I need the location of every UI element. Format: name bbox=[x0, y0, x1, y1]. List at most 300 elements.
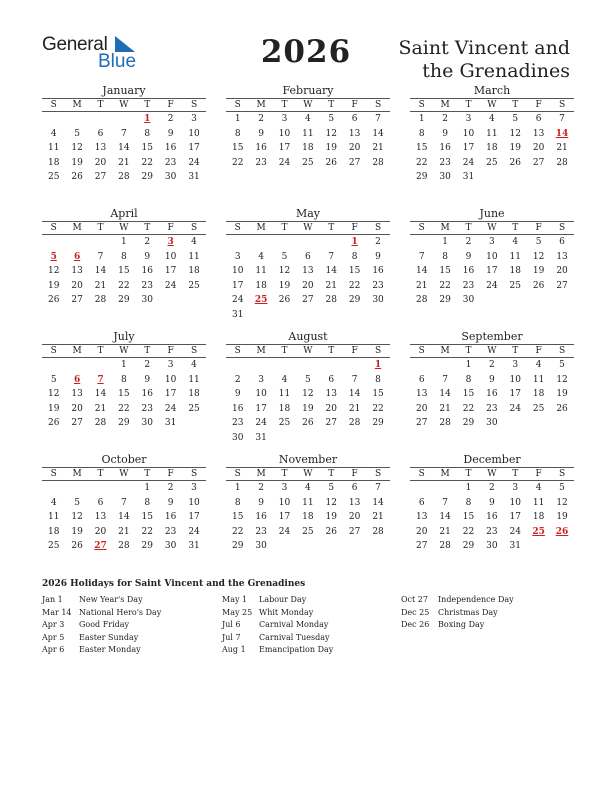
day-cell: 5 bbox=[328, 114, 335, 124]
holiday-day: 1 bbox=[144, 114, 151, 124]
day-cell: 20 bbox=[302, 280, 314, 291]
day-cell: 1 bbox=[442, 237, 448, 247]
month-grid bbox=[410, 467, 574, 554]
day-cell: 20 bbox=[532, 143, 545, 153]
day-cell: 29 bbox=[141, 541, 153, 551]
empty-day bbox=[65, 235, 88, 250]
day-cell: 8 bbox=[144, 128, 151, 139]
day-cell: 11 bbox=[486, 128, 498, 139]
day-cell: 31 bbox=[255, 432, 267, 443]
weekday-label: T bbox=[504, 221, 527, 235]
day-cell: 28 bbox=[372, 157, 384, 168]
empty-day bbox=[42, 358, 65, 373]
day-cell: 22 bbox=[118, 280, 130, 291]
day-cell: 20 bbox=[71, 280, 83, 291]
day-cell: 22 bbox=[231, 526, 244, 537]
day-cell: 21 bbox=[118, 526, 130, 537]
day-cell: 22 bbox=[439, 280, 451, 291]
day-cell: 23 bbox=[486, 526, 498, 537]
day-cell: 15 bbox=[118, 389, 130, 399]
day-cell: 14 bbox=[118, 143, 130, 153]
month-june bbox=[410, 207, 574, 308]
day-cell: 1 bbox=[144, 483, 151, 493]
day-cell: 13 bbox=[556, 251, 568, 262]
holiday-day: 25 bbox=[254, 295, 268, 305]
day-cell: 17 bbox=[188, 512, 200, 522]
weekday-label: S bbox=[226, 344, 249, 358]
holiday-date: Mar 14 bbox=[42, 607, 72, 617]
day-cell: 6 bbox=[351, 114, 358, 124]
day-cell: 17 bbox=[509, 512, 521, 522]
day-cell: 31 bbox=[188, 541, 200, 551]
day-cell: 27 bbox=[94, 172, 107, 182]
weekday-label: S bbox=[182, 467, 205, 481]
holiday-date: Apr 6 bbox=[42, 645, 65, 654]
day-cell: 19 bbox=[47, 280, 60, 291]
day-cell: 14 bbox=[415, 266, 428, 276]
day-cell: 13 bbox=[94, 512, 107, 522]
weekday-label: T bbox=[457, 98, 480, 112]
day-cell: 26 bbox=[325, 157, 337, 168]
day-cell: 17 bbox=[462, 143, 475, 153]
empty-day bbox=[42, 235, 65, 250]
day-cell: 6 bbox=[351, 483, 358, 493]
day-cell: 2 bbox=[375, 237, 381, 247]
empty-day bbox=[226, 235, 249, 250]
day-cell: 21 bbox=[556, 143, 568, 153]
day-cell: 17 bbox=[255, 403, 267, 414]
empty-day bbox=[112, 481, 135, 496]
day-cell: 5 bbox=[328, 483, 335, 493]
day-cell: 9 bbox=[442, 128, 448, 139]
day-cell: 30 bbox=[372, 295, 384, 305]
day-cell: 10 bbox=[231, 266, 244, 276]
holiday-name: Carnival Tuesday bbox=[259, 632, 330, 642]
holiday-entry bbox=[401, 594, 514, 607]
weekday-label: M bbox=[249, 98, 272, 112]
day-cell: 3 bbox=[281, 114, 288, 124]
day-cell: 6 bbox=[535, 114, 542, 124]
empty-day bbox=[320, 358, 343, 373]
day-cell: 18 bbox=[255, 280, 267, 291]
weekday-label: S bbox=[226, 98, 249, 112]
day-cell: 21 bbox=[325, 280, 337, 291]
month-name: March bbox=[473, 84, 511, 97]
holiday-day: 27 bbox=[94, 541, 107, 551]
holidays-column bbox=[222, 594, 333, 657]
day-cell: 11 bbox=[47, 143, 60, 153]
day-cell: 17 bbox=[278, 143, 291, 153]
day-cell: 25 bbox=[532, 403, 545, 414]
day-cell: 4 bbox=[305, 483, 311, 493]
day-cell: 14 bbox=[439, 512, 451, 522]
day-cell: 24 bbox=[278, 157, 291, 168]
weekday-label: S bbox=[366, 221, 389, 235]
day-cell: 20 bbox=[325, 403, 337, 414]
day-cell: 3 bbox=[465, 114, 472, 124]
country-name bbox=[350, 37, 570, 83]
day-cell: 10 bbox=[188, 497, 200, 508]
day-cell: 27 bbox=[532, 157, 545, 168]
day-cell: 14 bbox=[348, 389, 361, 399]
weekday-label: S bbox=[182, 98, 205, 112]
day-cell: 28 bbox=[415, 295, 428, 305]
day-cell: 21 bbox=[372, 143, 384, 153]
holiday-date: Dec 26 bbox=[401, 620, 430, 629]
holiday-entry bbox=[222, 619, 333, 632]
weekday-label: F bbox=[159, 467, 182, 481]
day-cell: 12 bbox=[47, 266, 60, 276]
day-cell: 1 bbox=[121, 237, 127, 247]
day-cell: 23 bbox=[231, 418, 244, 428]
day-cell: 9 bbox=[489, 374, 495, 385]
day-cell: 10 bbox=[278, 497, 291, 508]
day-cell: 16 bbox=[439, 143, 451, 153]
day-cell: 28 bbox=[118, 541, 130, 551]
weekday-label: F bbox=[527, 467, 550, 481]
weekday-label: W bbox=[480, 344, 503, 358]
day-cell: 12 bbox=[71, 143, 83, 153]
empty-day bbox=[89, 358, 112, 373]
holiday-day: 7 bbox=[97, 374, 104, 385]
empty-day bbox=[433, 481, 456, 496]
holiday-date: Jul 6 bbox=[222, 620, 241, 629]
day-cell: 3 bbox=[512, 360, 519, 370]
empty-day bbox=[410, 481, 433, 496]
day-cell: 5 bbox=[305, 374, 311, 385]
month-november bbox=[226, 453, 390, 554]
holiday-entry bbox=[222, 632, 333, 645]
holiday-entry bbox=[42, 594, 161, 607]
day-cell: 24 bbox=[164, 403, 177, 414]
weekday-label: S bbox=[410, 221, 433, 235]
empty-day bbox=[89, 235, 112, 250]
day-cell: 13 bbox=[71, 266, 83, 276]
day-cell: 5 bbox=[74, 497, 80, 508]
day-cell: 27 bbox=[556, 280, 568, 291]
day-cell: 11 bbox=[532, 497, 545, 508]
empty-day bbox=[65, 112, 88, 127]
empty-day bbox=[273, 235, 296, 250]
weekday-label: M bbox=[65, 467, 88, 481]
weekday-label: W bbox=[296, 344, 319, 358]
day-cell: 15 bbox=[231, 512, 244, 522]
day-cell: 25 bbox=[302, 526, 314, 537]
day-cell: 5 bbox=[559, 360, 565, 370]
holiday-name: National Hero's Day bbox=[79, 607, 162, 617]
day-cell: 29 bbox=[348, 295, 361, 305]
day-cell: 22 bbox=[348, 280, 361, 291]
day-cell: 4 bbox=[489, 114, 495, 124]
logo-text-general: General bbox=[42, 34, 108, 55]
day-cell: 22 bbox=[231, 157, 244, 168]
weekday-label: T bbox=[273, 221, 296, 235]
day-cell: 2 bbox=[167, 483, 174, 493]
day-cell: 1 bbox=[418, 114, 425, 124]
day-cell: 7 bbox=[559, 114, 565, 124]
day-cell: 29 bbox=[118, 418, 130, 428]
weekday-label: S bbox=[182, 221, 205, 235]
weekday-label: W bbox=[480, 98, 503, 112]
weekday-label: S bbox=[366, 344, 389, 358]
day-cell: 12 bbox=[509, 128, 521, 139]
day-cell: 7 bbox=[442, 497, 448, 508]
weekday-label: W bbox=[112, 467, 135, 481]
day-cell: 30 bbox=[462, 295, 475, 305]
day-cell: 5 bbox=[559, 483, 565, 493]
day-cell: 18 bbox=[532, 512, 545, 522]
holiday-entry bbox=[42, 607, 161, 620]
weekday-label: F bbox=[343, 98, 366, 112]
day-cell: 27 bbox=[71, 418, 83, 428]
day-cell: 27 bbox=[348, 526, 361, 537]
month-name: August bbox=[288, 330, 328, 343]
holiday-name: Christmas Day bbox=[438, 607, 498, 617]
weekday-label: M bbox=[433, 98, 456, 112]
month-name: May bbox=[295, 207, 321, 220]
weekday-label: T bbox=[136, 467, 159, 481]
day-cell: 4 bbox=[281, 374, 288, 385]
day-cell: 22 bbox=[118, 403, 130, 414]
day-cell: 18 bbox=[278, 403, 291, 414]
day-cell: 27 bbox=[325, 418, 337, 428]
day-cell: 13 bbox=[325, 389, 337, 399]
weekday-label: W bbox=[112, 221, 135, 235]
empty-day bbox=[42, 481, 65, 496]
day-cell: 15 bbox=[118, 266, 130, 276]
day-cell: 1 bbox=[465, 483, 472, 493]
month-grid bbox=[226, 467, 390, 554]
day-cell: 19 bbox=[325, 143, 337, 153]
day-cell: 29 bbox=[231, 541, 244, 551]
weekday-label: S bbox=[550, 344, 573, 358]
holidays-column bbox=[401, 594, 514, 632]
month-january bbox=[42, 84, 206, 185]
day-cell: 12 bbox=[325, 497, 337, 508]
weekday-label: S bbox=[550, 98, 573, 112]
empty-day bbox=[42, 112, 65, 127]
weekday-label: W bbox=[112, 344, 135, 358]
logo-text-blue: Blue bbox=[98, 51, 137, 72]
weekday-label: M bbox=[65, 98, 88, 112]
empty-day bbox=[89, 112, 112, 127]
weekday-label: S bbox=[410, 344, 433, 358]
day-cell: 10 bbox=[164, 374, 177, 385]
day-cell: 12 bbox=[302, 389, 314, 399]
day-cell: 9 bbox=[167, 497, 174, 508]
day-cell: 29 bbox=[141, 172, 153, 182]
day-cell: 27 bbox=[348, 157, 361, 168]
day-cell: 17 bbox=[188, 143, 200, 153]
weekday-label: T bbox=[457, 467, 480, 481]
day-cell: 24 bbox=[486, 280, 498, 291]
weekday-label: T bbox=[504, 344, 527, 358]
weekday-label: F bbox=[527, 221, 550, 235]
day-cell: 25 bbox=[509, 280, 521, 291]
day-cell: 28 bbox=[348, 418, 361, 428]
day-cell: 9 bbox=[465, 251, 472, 262]
holiday-entry bbox=[42, 619, 161, 632]
month-grid bbox=[42, 221, 206, 308]
holiday-day: 14 bbox=[555, 128, 569, 139]
holidays-title: 2026 Holidays for Saint Vincent and the Grenadines bbox=[42, 579, 306, 589]
empty-day bbox=[226, 358, 249, 373]
day-cell: 27 bbox=[71, 295, 83, 305]
weekday-label: T bbox=[89, 98, 112, 112]
weekday-label: F bbox=[527, 344, 550, 358]
day-cell: 7 bbox=[418, 251, 425, 262]
holiday-date: Oct 27 bbox=[401, 595, 428, 604]
day-cell: 9 bbox=[258, 128, 264, 139]
holiday-date: Jan 1 bbox=[42, 595, 63, 604]
holiday-day: 1 bbox=[374, 360, 382, 370]
weekday-label: T bbox=[136, 98, 159, 112]
day-cell: 22 bbox=[462, 403, 475, 414]
day-cell: 11 bbox=[509, 251, 521, 262]
day-cell: 28 bbox=[556, 157, 568, 168]
day-cell: 28 bbox=[439, 541, 451, 551]
weekday-label: F bbox=[343, 221, 366, 235]
day-cell: 15 bbox=[141, 143, 153, 153]
day-cell: 17 bbox=[231, 280, 244, 291]
day-cell: 4 bbox=[50, 128, 57, 139]
day-cell: 18 bbox=[302, 512, 314, 522]
day-cell: 7 bbox=[375, 483, 381, 493]
month-may bbox=[226, 207, 390, 322]
empty-day bbox=[410, 358, 433, 373]
weekday-label: S bbox=[410, 467, 433, 481]
month-name: December bbox=[463, 453, 521, 466]
day-cell: 10 bbox=[509, 374, 521, 385]
day-cell: 3 bbox=[258, 374, 264, 385]
day-cell: 27 bbox=[415, 541, 428, 551]
day-cell: 4 bbox=[512, 237, 519, 247]
day-cell: 11 bbox=[302, 128, 314, 139]
day-cell: 6 bbox=[97, 128, 104, 139]
month-july bbox=[42, 330, 206, 431]
day-cell: 5 bbox=[535, 237, 542, 247]
holiday-entry bbox=[401, 619, 514, 632]
day-cell: 12 bbox=[532, 251, 545, 262]
day-cell: 25 bbox=[278, 418, 291, 428]
day-cell: 21 bbox=[348, 403, 361, 414]
day-cell: 16 bbox=[372, 266, 384, 276]
day-cell: 25 bbox=[47, 541, 60, 551]
day-cell: 19 bbox=[532, 266, 545, 276]
month-name: July bbox=[113, 330, 135, 343]
month-grid bbox=[226, 98, 390, 170]
day-cell: 25 bbox=[302, 157, 314, 168]
empty-day bbox=[65, 358, 88, 373]
weekday-label: T bbox=[89, 344, 112, 358]
day-cell: 6 bbox=[418, 374, 425, 385]
month-october bbox=[42, 453, 206, 554]
day-cell: 30 bbox=[141, 295, 153, 305]
day-cell: 26 bbox=[509, 157, 521, 168]
holiday-name: Whit Monday bbox=[259, 607, 314, 617]
holiday-day: 6 bbox=[73, 251, 81, 262]
weekday-label: S bbox=[42, 344, 65, 358]
day-cell: 7 bbox=[375, 114, 381, 124]
weekday-label: T bbox=[273, 98, 296, 112]
day-cell: 20 bbox=[415, 526, 428, 537]
day-cell: 18 bbox=[509, 266, 521, 276]
weekday-label: W bbox=[112, 98, 135, 112]
weekday-label: T bbox=[457, 344, 480, 358]
day-cell: 7 bbox=[97, 251, 104, 262]
day-cell: 1 bbox=[465, 360, 472, 370]
empty-day bbox=[296, 358, 319, 373]
day-cell: 2 bbox=[144, 237, 151, 247]
day-cell: 9 bbox=[489, 497, 495, 508]
holiday-entry bbox=[222, 644, 333, 657]
day-cell: 21 bbox=[94, 403, 107, 414]
day-cell: 23 bbox=[255, 526, 267, 537]
day-cell: 30 bbox=[439, 172, 451, 182]
weekday-label: T bbox=[320, 344, 343, 358]
day-cell: 28 bbox=[118, 172, 130, 182]
day-cell: 22 bbox=[372, 403, 384, 414]
day-cell: 16 bbox=[255, 143, 267, 153]
day-cell: 17 bbox=[164, 389, 177, 399]
weekday-label: T bbox=[273, 344, 296, 358]
weekday-label: F bbox=[527, 98, 550, 112]
weekday-label: M bbox=[433, 221, 456, 235]
day-cell: 15 bbox=[462, 389, 475, 399]
day-cell: 25 bbox=[188, 280, 200, 291]
day-cell: 30 bbox=[164, 172, 177, 182]
day-cell: 29 bbox=[462, 541, 475, 551]
weekday-label: T bbox=[136, 344, 159, 358]
day-cell: 4 bbox=[191, 237, 197, 247]
day-cell: 7 bbox=[442, 374, 448, 385]
day-cell: 13 bbox=[302, 266, 314, 276]
day-cell: 13 bbox=[348, 128, 361, 139]
day-cell: 25 bbox=[486, 157, 498, 168]
month-grid bbox=[410, 344, 574, 431]
month-grid bbox=[226, 221, 390, 322]
day-cell: 20 bbox=[94, 157, 107, 168]
holiday-name: Emancipation Day bbox=[259, 645, 334, 654]
day-cell: 8 bbox=[234, 497, 241, 508]
day-cell: 2 bbox=[465, 237, 472, 247]
day-cell: 11 bbox=[532, 374, 545, 385]
day-cell: 2 bbox=[234, 374, 241, 385]
day-cell: 25 bbox=[47, 172, 60, 182]
day-cell: 15 bbox=[372, 389, 384, 399]
day-cell: 12 bbox=[47, 389, 60, 399]
day-cell: 19 bbox=[71, 157, 83, 168]
month-february bbox=[226, 84, 390, 170]
weekday-label: M bbox=[249, 221, 272, 235]
day-cell: 5 bbox=[74, 128, 80, 139]
day-cell: 23 bbox=[486, 403, 498, 414]
holiday-day: 6 bbox=[73, 374, 81, 385]
day-cell: 24 bbox=[509, 526, 521, 537]
day-cell: 9 bbox=[375, 251, 381, 262]
month-name: September bbox=[461, 330, 523, 343]
holiday-entry bbox=[42, 632, 161, 645]
day-cell: 23 bbox=[164, 157, 177, 168]
day-cell: 20 bbox=[556, 266, 568, 276]
day-cell: 22 bbox=[462, 526, 475, 537]
day-cell: 9 bbox=[144, 374, 151, 385]
weekday-label: S bbox=[182, 344, 205, 358]
weekday-label: T bbox=[89, 221, 112, 235]
day-cell: 16 bbox=[462, 266, 475, 276]
day-cell: 6 bbox=[418, 497, 425, 508]
day-cell: 8 bbox=[465, 374, 472, 385]
